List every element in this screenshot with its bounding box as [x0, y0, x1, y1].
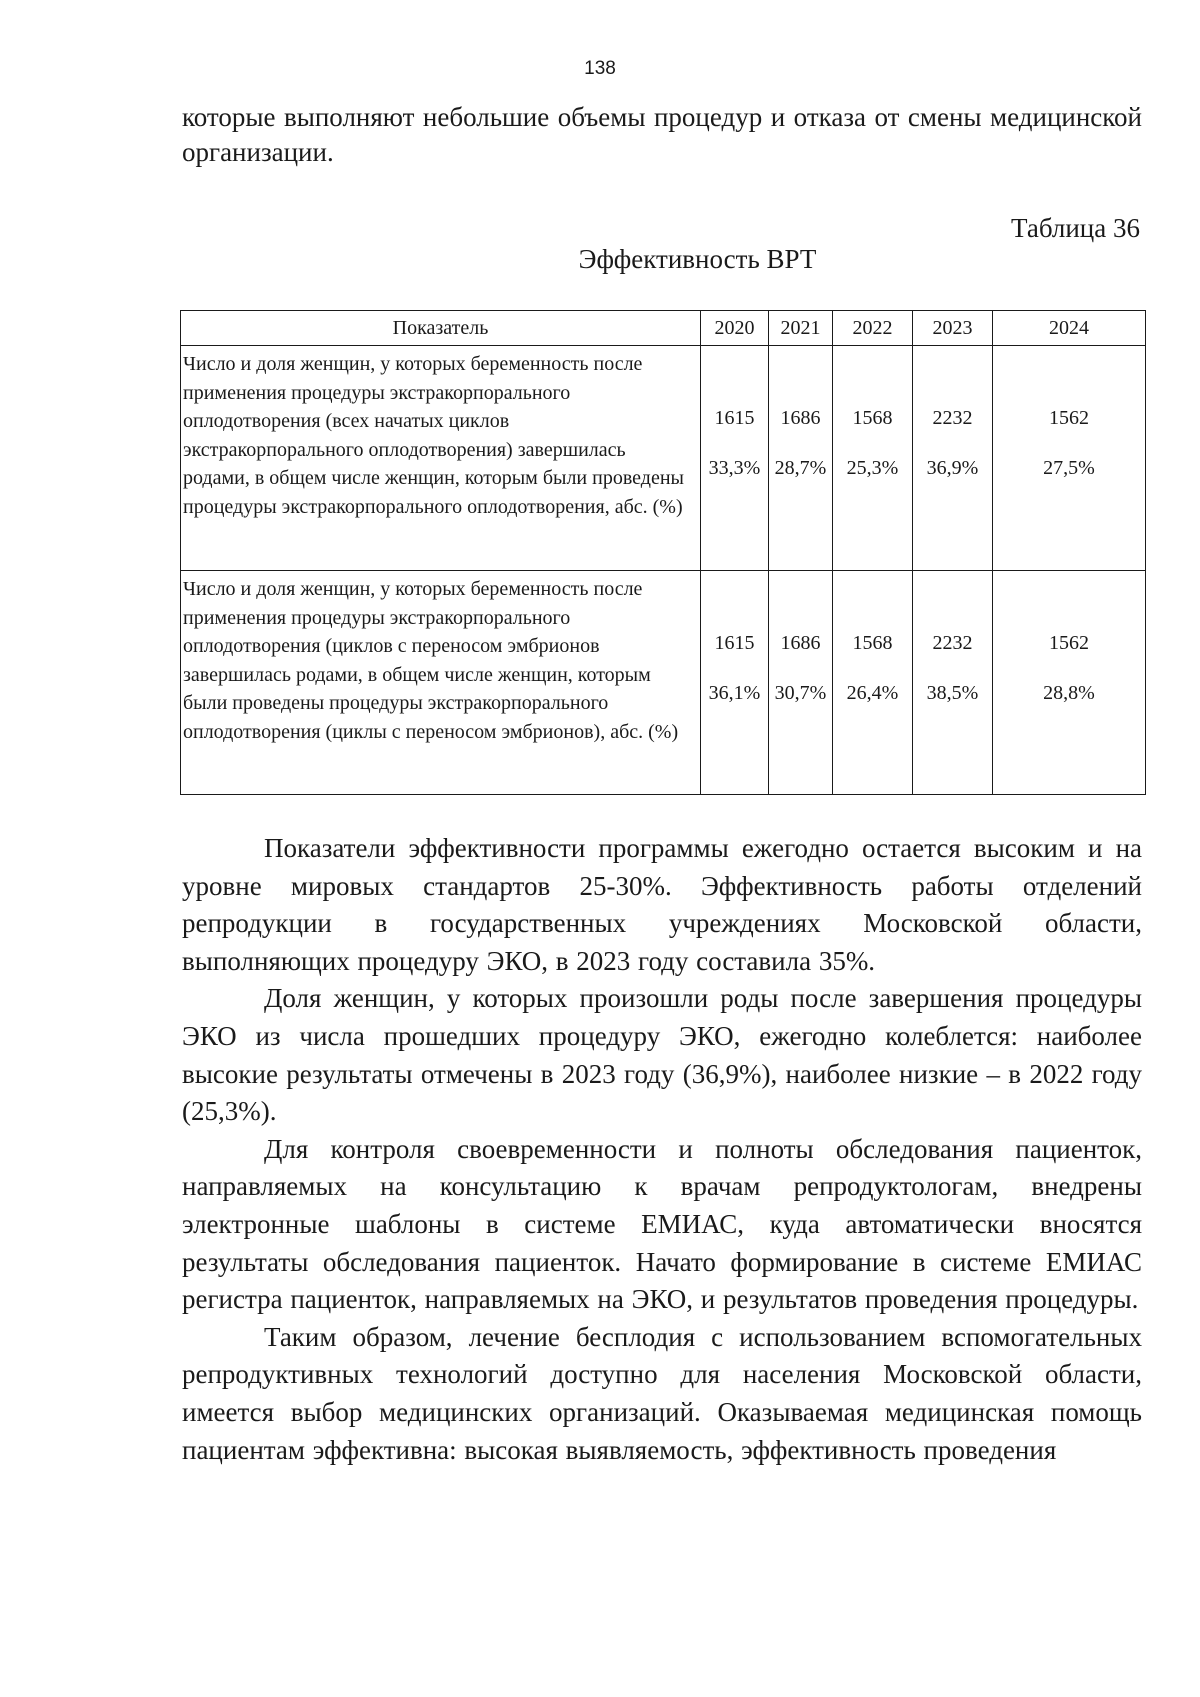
absolute-value: 2232	[932, 632, 973, 654]
absolute-value: 2232	[932, 407, 973, 429]
percent-value: 28,7%	[774, 457, 827, 479]
percent-value: 26,4%	[846, 682, 899, 704]
percent-value: 28,8%	[1043, 682, 1095, 704]
absolute-value: 1562	[1049, 632, 1089, 654]
table-header-row	[181, 311, 1146, 346]
cell-2020	[701, 571, 769, 795]
absolute-value: 1568	[852, 632, 893, 654]
percent-value: 25,3%	[846, 457, 899, 479]
header-year-2020: 2020	[701, 311, 769, 346]
header-year-2021: 2021	[769, 311, 833, 346]
cell-2020	[701, 346, 769, 571]
paragraph-conclusion: Таким образом, лечение бесплодия с использованием вспомогательных репродуктивных технологий доступно для населения Московской области, имеется выбор медицинских организаций. Оказываемая медицинская помощь пациентам эффективна: высокая выявляемость, эффективность проведения	[182, 1321, 1142, 1465]
efficiency-table	[180, 310, 1146, 795]
row-indicator-embryo-transfer: Число и доля женщин, у которых беременность после применения процедуры экстракорпорального оплодотворения (циклов с переносом эмбрионов завершилась родами, в общем числе женщин, которым были проведены процедуры экстракорпорального оплодотворения (циклы с переносом эмбрионов), абс. (%)	[181, 571, 701, 795]
table-title: Эффективность ВРТ	[578, 244, 817, 274]
cell-2021	[769, 346, 833, 571]
absolute-value: 1686	[780, 407, 821, 429]
body-text	[182, 830, 1142, 1469]
table-row	[181, 346, 1146, 571]
table-label: Таблица 36	[1011, 213, 1140, 243]
table-row	[181, 571, 1146, 795]
intro-paragraph: которые выполняют небольшие объемы процедур и отказа от смены медицинской организации.	[182, 102, 1142, 167]
cell-2022	[833, 571, 913, 795]
cell-2021	[769, 571, 833, 795]
absolute-value: 1615	[714, 407, 755, 429]
absolute-value: 1568	[852, 407, 893, 429]
paragraph-birth-share: Доля женщин, у которых произошли роды после завершения процедуры ЭКО из числа прошедших процедуру ЭКО, ежегодно колеблется: наиболее высокие результаты отмечены в 2023 году (36,9%), наиболее низкие – в 2022 году (25,3%).	[182, 983, 1142, 1127]
percent-value: 33,3%	[708, 457, 761, 479]
percent-value: 38,5%	[926, 682, 979, 704]
header-year-2022: 2022	[833, 311, 913, 346]
cell-2023	[913, 346, 993, 571]
absolute-value: 1562	[1049, 407, 1089, 429]
header-year-2024: 2024	[993, 311, 1146, 346]
percent-value: 36,9%	[926, 457, 979, 479]
percent-value: 27,5%	[1043, 457, 1095, 479]
percent-value: 30,7%	[774, 682, 827, 704]
row-indicator-all-cycles: Число и доля женщин, у которых беременность после применения процедуры экстракорпорального оплодотворения (всех начатых циклов экстракорпорального оплодотворения) завершилась родами, в общем числе женщин, которым были проведены процедуры экстракорпорального оплодотворения, абс. (%)	[181, 346, 701, 571]
cell-2024	[993, 346, 1146, 571]
cell-2022	[833, 346, 913, 571]
header-indicator: Показатель	[181, 311, 701, 346]
absolute-value: 1686	[780, 632, 821, 654]
page-number: 138	[584, 58, 616, 79]
percent-value: 36,1%	[708, 682, 761, 704]
paragraph-emias-control: Для контроля своевременности и полноты обследования пациенток, направляемых на консультацию к врачам репродуктологам, внедрены электронные шаблоны в системе ЕМИАС, куда автоматически вносятся результаты обследования пациенток. Начато формирование в системе ЕМИАС регистра пациенток, направляемых на ЭКО, и результатов проведения процедуры.	[182, 1133, 1142, 1315]
cell-2023	[913, 571, 993, 795]
header-year-2023: 2023	[913, 311, 993, 346]
cell-2024	[993, 571, 1146, 795]
paragraph-program-efficiency: Показатели эффективности программы ежегодно остается высоким и на уровне мировых стандартов 25-30%. Эффективность работы отделений репродукции в государственных учреждениях Московской области, выполняющих процедуру ЭКО, в 2023 году составила 35%.	[182, 833, 1142, 976]
absolute-value: 1615	[714, 632, 755, 654]
